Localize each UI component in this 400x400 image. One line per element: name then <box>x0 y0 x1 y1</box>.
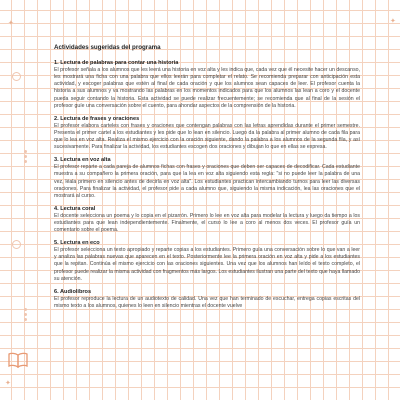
ring-icon <box>12 72 21 81</box>
star-icon: ✦ <box>390 18 396 25</box>
dot-icon <box>24 150 27 153</box>
section-heading: 3. Lectura en voz alta <box>54 157 111 164</box>
ring-icon <box>12 240 21 249</box>
activity-section <box>54 289 360 310</box>
section-paragraph: El profesor señala a los alumnos que les leerá una historia en voz alta y les indica que, cada vez que él necesite hacer un descanso, les mostrará una ficha con una palabra que ellos leerán para completar el relato. Se recomienda preparar con anticipación esta actividad, y escoger palabras que estén al final de cada oración y que los alumnos sean capaces de leer. El profesor cuenta la historia a sus alumnos y va mostrando las palabras en los momentos indicados para que los alumnos las lean a coro y el docente pueda seguir contando la historia. Esta actividad se puede realizar frecuentemente; se recomienda que al final de la sesión el profesor guíe una conversación sobre el cuento, para ahondar aspectos de la comprensión de la historia. <box>54 67 360 109</box>
activity-section <box>54 240 360 283</box>
section-heading: 2. Lectura de frases y oraciones <box>54 115 140 122</box>
document-body <box>54 44 360 316</box>
star-icon: ✦ <box>5 380 11 387</box>
section-paragraph: El profesor reparte a cada pareja de alumnos fichas con frases y oraciones que deben ser capaces de decodificar. Cada estudiante muestra a su compañero la primera oración, para que la lea en voz alta siguiendo esta regla: "si no puede leer la palabra de una vez, léala primero en silencio antes de decirla en voz alta". Los estudiantes practican intercambiando turnos para leer las diversas oraciones. Para finalizar la actividad, el profesor pide a cada alumno que, siguiendo la misma indicación, lea las oraciones que el mostrará al curso. <box>54 164 360 199</box>
section-heading: 5. Lectura en eco <box>54 240 100 247</box>
activity-section <box>54 157 360 200</box>
section-heading: 1. Lectura de palabras para contar una historia <box>54 60 179 67</box>
section-paragraph: El profesor reproduce la lectura de un audiotexto de calidad. Una vez que han terminado de escuchar, entrega copias escritas del mismo texto a los alumnos, quienes lo leen en silencio mientras el docente vuelve <box>54 295 360 309</box>
activity-section <box>54 60 360 110</box>
section-paragraph: El profesor elabora carteles con frases y oraciones que contengan palabras con las letras aprendidas durante el primer semestre. Presenta el primer cartel a los estudiantes y les pide que lo lean en silencio. Luego da la palabra al primer alumno de cada fila para que lo lea en voz alta. Realiza el mismo ejercicio con la oración siguiente, dando la palabra a los alumnos de la segunda fila, y así sucesivamente. Para finalizar la actividad, los estudiantes escogen dos oraciones y dibujan lo que en ellas se expresa. <box>54 122 360 151</box>
activity-section <box>54 116 360 151</box>
dot-icon <box>24 313 27 316</box>
section-heading: 4. Lectura coral <box>54 205 96 212</box>
section-heading: 6. Audiolibros <box>54 288 92 295</box>
dot-icon <box>24 155 27 158</box>
star-icon: ✦ <box>8 20 14 27</box>
section-paragraph: El docente selecciona un poema y lo copia en el pizarrón. Primero lo lee en voz alta para modelar la lectura y luego da tiempo a los estudiantes para que lean independientemente. Finalmente, el curso lo lee a coro al menos dos veces. El profesor guía un comentario sobre el poema. <box>54 212 360 234</box>
open-book-icon <box>8 352 28 368</box>
dot-icon <box>24 318 27 321</box>
section-paragraph: El profesor selecciona un texto apropiado y reparte copias a los estudiantes. Primero guía una conversación sobre lo que van a leer y analiza las palabras nuevas que aparecen en el texto. Posteriormente lee la primera oración en voz alta y pide a los estudiantes que la repitan. Continúa el mismo ejercicio con las oraciones siguientes. Una vez que los alumnos han leído el texto completo, el profesor puede realizar la misma actividad con fragmentos más largos. Los estudiantes ilustran una parte del texto que haya llamado su atención. <box>54 247 360 282</box>
dot-icon <box>24 160 27 163</box>
dot-icon <box>24 308 27 311</box>
activity-section <box>54 206 360 234</box>
document-title: Actividades sugeridas del programa <box>54 44 161 51</box>
